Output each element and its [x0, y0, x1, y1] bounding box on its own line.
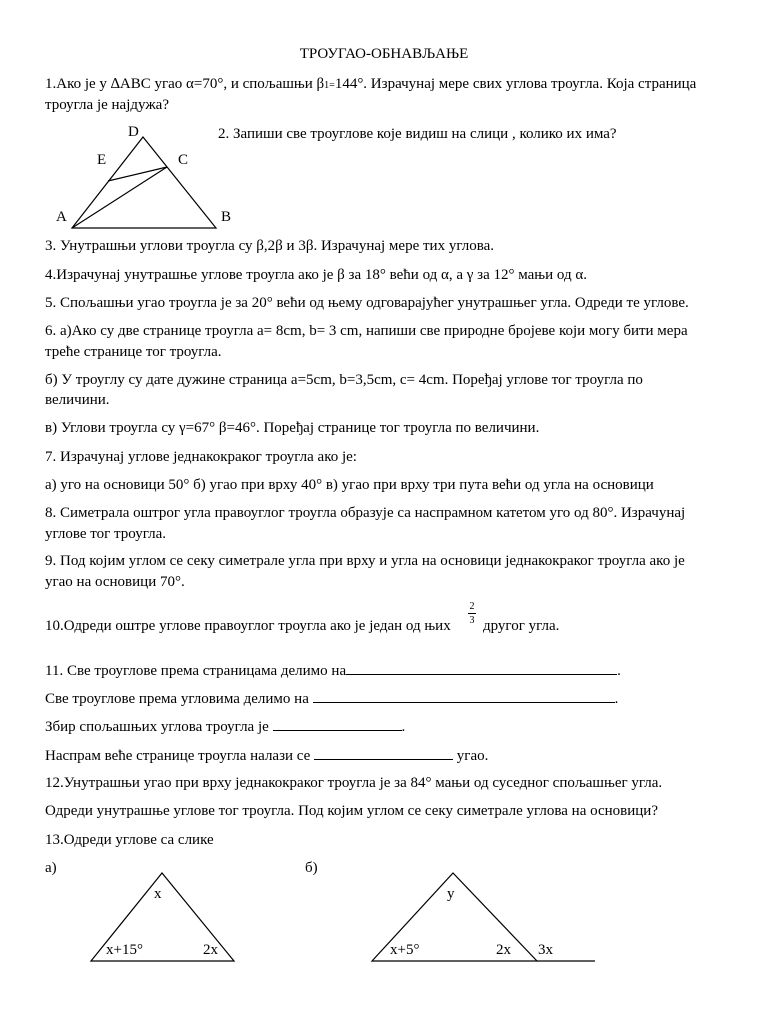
problem-11-d-text: Наспрам веће странице троугла налази се: [45, 748, 315, 764]
vertex-label-d: D: [128, 124, 139, 140]
problem-12-line-2: Одреди унутрашње углове тог троугла. Под којим углом се секу симетрале углова на основици?: [45, 803, 658, 819]
problem-5: 5. Спољашњи угао троугла је за 20° већи од њему одговарајућег унутрашњег угла. Одреди те углове.: [45, 295, 689, 311]
fraction-denominator: 3: [469, 615, 475, 626]
problem-11-d-text-end: угао.: [453, 748, 489, 764]
problem-8-line-2: углове тог троугла.: [45, 526, 166, 542]
problem-2: 2. Запиши све троуглове које видиш на слици , колико их има?: [218, 126, 617, 142]
problem-11-a-text: 11. Све троуглове према страницама делимо на: [45, 663, 347, 679]
problem-10-text-b: другог угла.: [483, 618, 560, 634]
problem-11-b-dot: .: [614, 691, 619, 707]
problem-3: 3. Унутрашњи углови троугла су β,2β и 3β. Израчунај мере тих углова.: [45, 238, 494, 254]
problem-11-c-text: Збир спољашњих углова троугла је: [45, 719, 273, 735]
problem-4: 4.Израчунај унутрашње углове троугла ако је β за 18° већи од α, а γ за 12° мањи од α.: [45, 267, 587, 283]
problem-6c: в) Углови троугла су γ=67° β=46°. Поређај странице тог троугла по величини.: [45, 420, 540, 436]
triangle-b-exterior-label: 3x: [538, 942, 553, 958]
fraction-numerator: 2: [469, 601, 475, 612]
problem-1-text-b: 144°. Израчунај мере свих углова троугла. Која страница: [334, 76, 697, 92]
problem-8-line-1: 8. Симетрала оштрог угла правоуглог троугла образује са наспрамном катетом уго од 80°. Израчунај: [45, 505, 686, 521]
vertex-label-c: C: [178, 152, 189, 168]
problem-1-subscript: 1=: [324, 80, 335, 91]
page-title: ТРОУГАО-ОБНАВЉАЊЕ: [299, 46, 469, 62]
problem-13: 13.Одреди углове са слике: [45, 832, 214, 848]
problem-1-line-2: троугла је најдужа?: [45, 97, 169, 113]
problem-6a-line-1: 6. а)Ако су две странице троугла a= 8cm, b= 3 cm, напиши све природне бројеве који могу бити мера: [45, 323, 688, 339]
vertex-label-a: A: [56, 209, 67, 225]
vertex-label-b: B: [221, 209, 232, 225]
triangle-b-left-label: x+5°: [390, 942, 420, 958]
problem-10-text-a: 10.Одреди оштре углове правоуглог троугла ако је један од њих: [45, 618, 451, 634]
triangle-b-top-label: y: [447, 886, 455, 902]
triangle-a-right-label: 2x: [203, 942, 218, 958]
problem-7: 7. Израчунај углове једнакокраког троугла ако је:: [45, 449, 357, 465]
problem-6b-line-2: величини.: [45, 392, 110, 408]
problem-12-line-1: 12.Унутрашњи угао при врху једнакокраког троугла је за 84° мањи од суседног спољашњег угла.: [45, 775, 663, 791]
figure-b-label: б): [305, 860, 318, 876]
figure-a-label: а): [45, 860, 57, 876]
problem-11-a-dot: .: [617, 663, 621, 679]
problem-9-line-1: 9. Под којим углом се секу симетрале угла при врху и угла на основици једнакокраког троугла ако је: [45, 553, 685, 569]
problem-11-c-dot: .: [401, 719, 406, 735]
problem-7-parts: а) уго на основици 50° б) угао при врху 40° в) угао при врху три пута већи од угла на основици: [45, 477, 654, 493]
problem-6a-line-2: треће странице тог троугла.: [45, 344, 222, 360]
triangle-a-left-label: x+15°: [106, 942, 143, 958]
problem-1-text-a: 1.Ако је у ∆ABC угао α=70°, и спољашњи β: [45, 76, 325, 92]
triangle-b-right-label: 2x: [496, 942, 511, 958]
problem-6b-line-1: б) У троуглу су дате дужине страница a=5cm, b=3,5cm, c= 4cm. Поређај углове тог троугла по: [45, 372, 643, 388]
problem-11-b-text: Све троуглове према угловима делимо на: [45, 691, 313, 707]
vertex-label-e: E: [97, 152, 107, 168]
problem-9-line-2: угао на основици 70°.: [45, 574, 185, 590]
triangle-a-top-label: x: [154, 886, 162, 902]
